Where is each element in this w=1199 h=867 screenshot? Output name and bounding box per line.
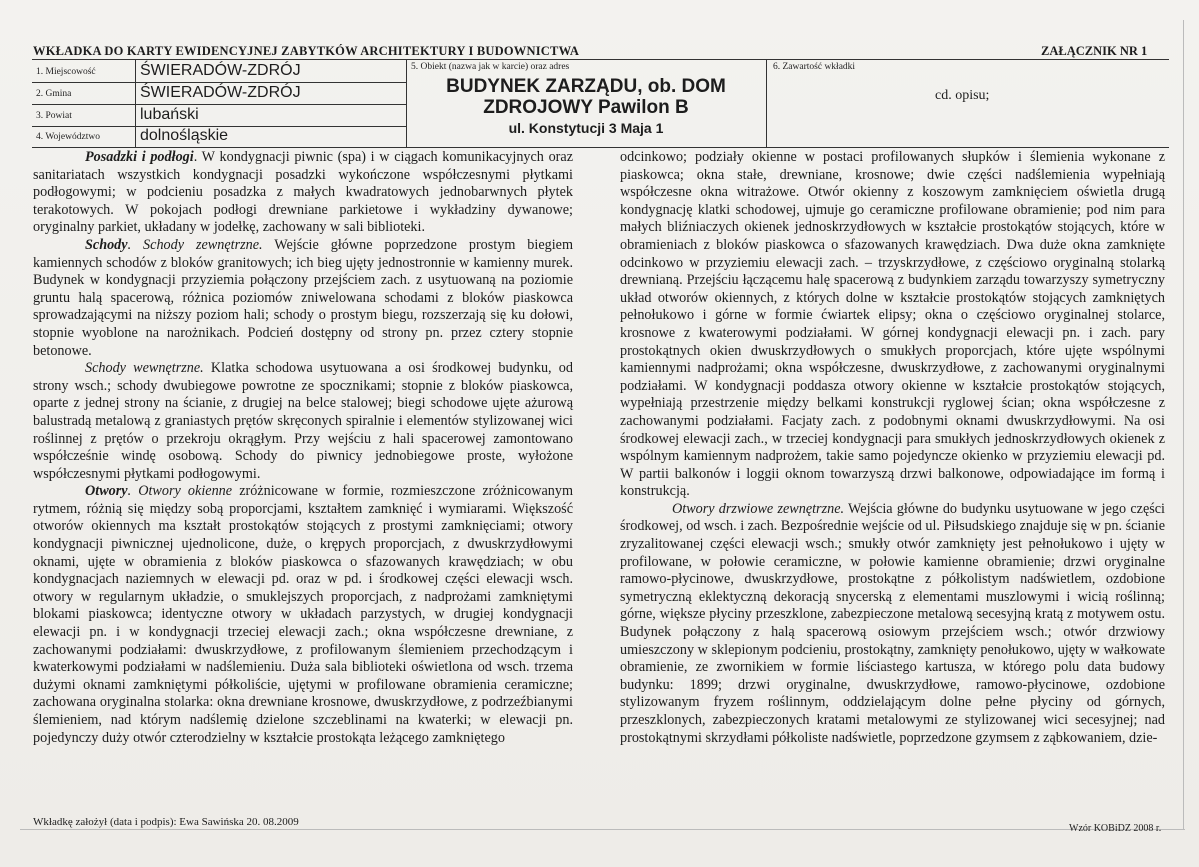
obiekt-address: ul. Konstytucji 3 Maja 1 xyxy=(508,120,664,136)
gmina-label: 2. Gmina xyxy=(36,89,72,99)
section-title-otwory: Otwory xyxy=(85,483,128,500)
subtitle-schody-zewnetrzne: . Schody zewnętrzne. xyxy=(127,236,263,253)
text-otwory-okienne: zróżnicowane w formie, rozmieszczone zróżnicowanym rytmem, różnią się między sobą proporcjami, kształtem zamknięć i wymiarami. Większość otworów okiennych ma kształt prostokątów stojących z prostymi zamknięciami; otwory kondygnacji piwnicznej ujednolicone, duże, o krępych proporcjach, z dwuskrzydłowymi oknami, ujęte w obramienia z bloków piaskowca o sfazowanych krawędziach; w obu kondygnacjach naziemnych w elewacji pd. oraz w pd. i środkowej części elewacji wsch. otwory w regularnym układzie, o smuklejszych proporcjach, z nadprożami zamkniętymi blokami piaskowca; identyczne otwory w układach parzystych, w drugiej kondygnacji elewacji pn. i w kondygnacji trzeciej elewacji zach.; okna współczesne drewniane, z zachowanymi podziałami: dwuskrzydłowe, z profilowanym ślemieniem przechodzącym i kwaterkowymi podziałami w nadślemieniu. Duża sala biblioteki oświetlona od wsch. trzema dużymi oknami zamkniętymi półkoliście, ujętymi w profilowane obramienia ceramiczne; zachowana oryginalna stolarka: okna drewniane krosnowe, dwuskrzydłowe, z podrzeźbianymi ślemieniem, nad którym nadślemię dzielone szczeblinami na kwaterki; w elewacji pn. pojedynczy duży otwór czterodzielny w kształcie prostokąta leżącego zamkniętego xyxy=(33,483,573,746)
row-rule-2 xyxy=(32,104,406,105)
section-title-posadzki: Posadzki i podłogi xyxy=(85,149,194,165)
obiekt-name-line1: BUDYNEK ZARZĄDU, ob. DOM xyxy=(446,76,726,97)
wojewodztwo-label: 4. Województwo xyxy=(36,132,100,142)
left-text-column xyxy=(33,149,573,747)
paragraph-otwory xyxy=(33,483,573,747)
gmina-value: ŚWIERADÓW-ZDRÓJ xyxy=(140,84,301,101)
form-title: WKŁADKA DO KARTY EWIDENCYJNEJ ZABYTKÓW ARCHITEKTURY I BUDOWNICTWA xyxy=(33,44,580,58)
zawartosc-value: cd. opisu; xyxy=(935,88,990,103)
paragraph-okna-cd: odcinkowo; podziały okienne w postaci profilowanych słupków i ślemienia wykonane z piaskowca; okna stałe, drewniane, krosnowe; dwie części nadślemienia wypełniają współczesne okna witrażowe. Otwór okienny z koszowym zamknięciem oświetla drugą kondygnację klatki schodowej, ujmuje go ceramiczne profilowane obramienie; pod nim para małych bliźniaczych okienek jednoskrzydłowych w kształcie prostokątów stojących, które w obramieniach z bloków piaskowca o sfazowanych krawędziach. Dwa duże okna zamknięte odcinkowo w przyziemiu elewacji zach. – trzyskrzydłowe, z częściowo oryginalną stolarką drewnianą. Przejściu łączącemu halę spacerową z budynkiem zarządu towarzyszy symetryczny układ otworów okiennych, z których dolne w kształcie prostokątów stojących zamkniętych pełnołukowo i górne w formie ćwiartek elipsy; okna o częściowo oryginalnej stolarce, krosnowe z kwaterowymi podziałami. W górnej kondygnacji elewacji pn. i zach. pary prostokątnych okien dwuskrzydłowych o smukłych proporcjach, które ujęte wspólnymi kamiennymi nadprożami; okna współczesne, dwuskrzydłowe, z zachowanymi oryginalnymi podziałami. W kondygnacji poddasza otwory okienne w kształcie prostokątów stojących, wypełniają przestrzenie między belkami konstrukcji ryglowej ścian; okna współczesne z zachowanymi podziałami. Facjaty zach. z podobnymi oknami dwuskrzydłowymi. Na osi środkowej elewacji zach., w trzeciej kondygnacji para smukłych jednoskrzydłowych okienek z wspólnym kamiennym nadprożem, takie samo pojedyncze okienko w przyziemiu elewacji pd. W partii balkonów i loggii oknom towarzyszą drzwi balkonowe, odpowiadające im formą i konstrukcją. xyxy=(620,149,1165,500)
text-posadzki: . W kondygnacji piwnic (spa) i w ciągach komunikacyjnych oraz sanitariatach wszystkich kondygnacji posadzki wykończone współczesnymi płytkami podłogowymi; w podcieniu posadzka z małych kwadratowych jednobarwnych płytek terakotowych. W pokojach podłogi drewniane parkietowe i wykładziny dywanowe; oryginalny parkiet, układany w jodełkę, zachowany w sali biblioteki. xyxy=(33,149,573,236)
paragraph-otwory-drzwiowe xyxy=(620,501,1165,747)
row-rule-1 xyxy=(32,82,406,83)
powiat-value: lubański xyxy=(140,106,199,123)
text-schody-wewnetrzne: Klatka schodowa usytuowana a osi środkowej budynku, od strony wsch.; schody dwubiegowe powrotne ze spocznikami; stopnie z bloków piaskowca, oparte z jednej strony na ścianie, z drugiej na belce stalowej; biegi schodowe ujęte ażurową balustradą metalową z graniastych prętów skręconych spiralnie i elementów stylizowanej wici roślinnej z prętów o przekroju okrągłym. Przy wejściu z hali spacerowej zamontowano współcześnie windę osobową. Schody do piwnicy jednobiegowe proste, wyłożone współczesnymi płytkami podłogowymi. xyxy=(33,360,573,482)
paragraph-schody xyxy=(33,237,573,360)
powiat-label: 3. Powiat xyxy=(36,111,72,121)
text-schody-zewnetrzne: Wejście główne poprzedzone prostym biegiem kamiennych schodów z bloków granitowych; ich bieg ujęty jednostronnie w kamienny murek. Budynek w kondygnacji przyziemia połączony przejściem zach. z usytuowaną na poziomie gruntu halą spacerową, różnica poziomów zniwelowana schodami z bloków piaskowca sprowadzającymi na niższy poziom hali; schody o prostym biegu, rozszerzają się ku dołowi, stopnie wyoblone na narożnikach. Podcień dostępny od strony pn. przez cztery stopnie betonowe. xyxy=(33,236,573,359)
paragraph-schody-wewnetrzne xyxy=(33,360,573,483)
miejscowosc-label: 1. Miejscowość xyxy=(36,67,96,77)
subtitle-otwory-drzwiowe: Otwory drzwiowe zewnętrzne. xyxy=(672,500,845,517)
zawartosc-label: 6. Zawartość wkładki xyxy=(773,62,856,72)
page-border-right xyxy=(1183,20,1184,830)
right-text-column xyxy=(620,149,1165,747)
form-model-label: Wzór KOBiDZ 2008 r. xyxy=(1069,823,1162,834)
obiekt-name xyxy=(406,76,766,118)
miejscowosc-value: ŚWIERADÓW-ZDRÓJ xyxy=(140,62,301,79)
obiekt-name-line2: ZDROJOWY Pawilon B xyxy=(483,97,689,118)
divider-object-content xyxy=(766,60,767,147)
attachment-label: ZAŁĄCZNIK NR 1 xyxy=(1041,44,1148,58)
text-otwory-drzwiowe: Wejścia główne do budynku usytuowane w jego części środkowej, od wsch. i zach. Bezpośrednie wejście od ul. Piłsudskiego znajduje się w pn. ścianie zryzalitowanej części elewacji wsch.; smukły otwór zamknięty jest pełnołukowo i ujęty w profilowane, w połowie ceramiczne, w połowie kamienne obramienie; drzwi oryginalne ramowo-płycinowe, dwuskrzydłowe, prostokątne z półkolistym nadświetlem, ozdobione symetryczną eklektyczną dekoracją snycerską z elementami muszlowymi i wicią roślinną; górne, większe płyciny przeszklone, zabezpieczone metalową secesyjną kratą z motywem ostu. Budynek połączony z halą spacerową osiowym przejściem wsch.; otwór drzwiowy umieszczony w sklepionym podcieniu, prostokątny, zamknięty penołukowo, ujęty w wałkowate obramienie, ze zwornikiem w formie liściastego kartusza, w którego polu data budowy budynku: 1899; drzwi oryginalne, dwuskrzydłowe, ramowo-płycinowe, ozdobione stylizowanym fryzem roślinnym, oddzielającym dolne pełne płyciny od górnych, przeszklonych, zabezpieczonych kratami metalowymi ze stylizowanej wici secesyjnej; nad prostokątnymi skrzydłami półkoliste nadświetle, poprzedzone gzymsem z ząbkowaniem, dzie- xyxy=(620,500,1165,746)
subtitle-otwory-okienne: . Otwory okienne xyxy=(127,483,233,500)
author-signature-line: Wkładkę założył (data i podpis): Ewa Sawińska 20. 08.2009 xyxy=(33,816,299,828)
subtitle-schody-wewnetrzne: Schody wewnętrzne. xyxy=(85,360,204,377)
header-rule-bottom xyxy=(32,147,1169,148)
wojewodztwo-value: dolnośląskie xyxy=(140,127,229,144)
page-border-bottom xyxy=(20,829,1185,830)
paragraph-posadzki xyxy=(33,149,573,237)
obiekt-label: 5. Obiekt (nazwa jak w karcie) oraz adres xyxy=(411,62,570,72)
header-rule-top xyxy=(32,59,1169,60)
section-title-schody: Schody xyxy=(85,236,128,253)
